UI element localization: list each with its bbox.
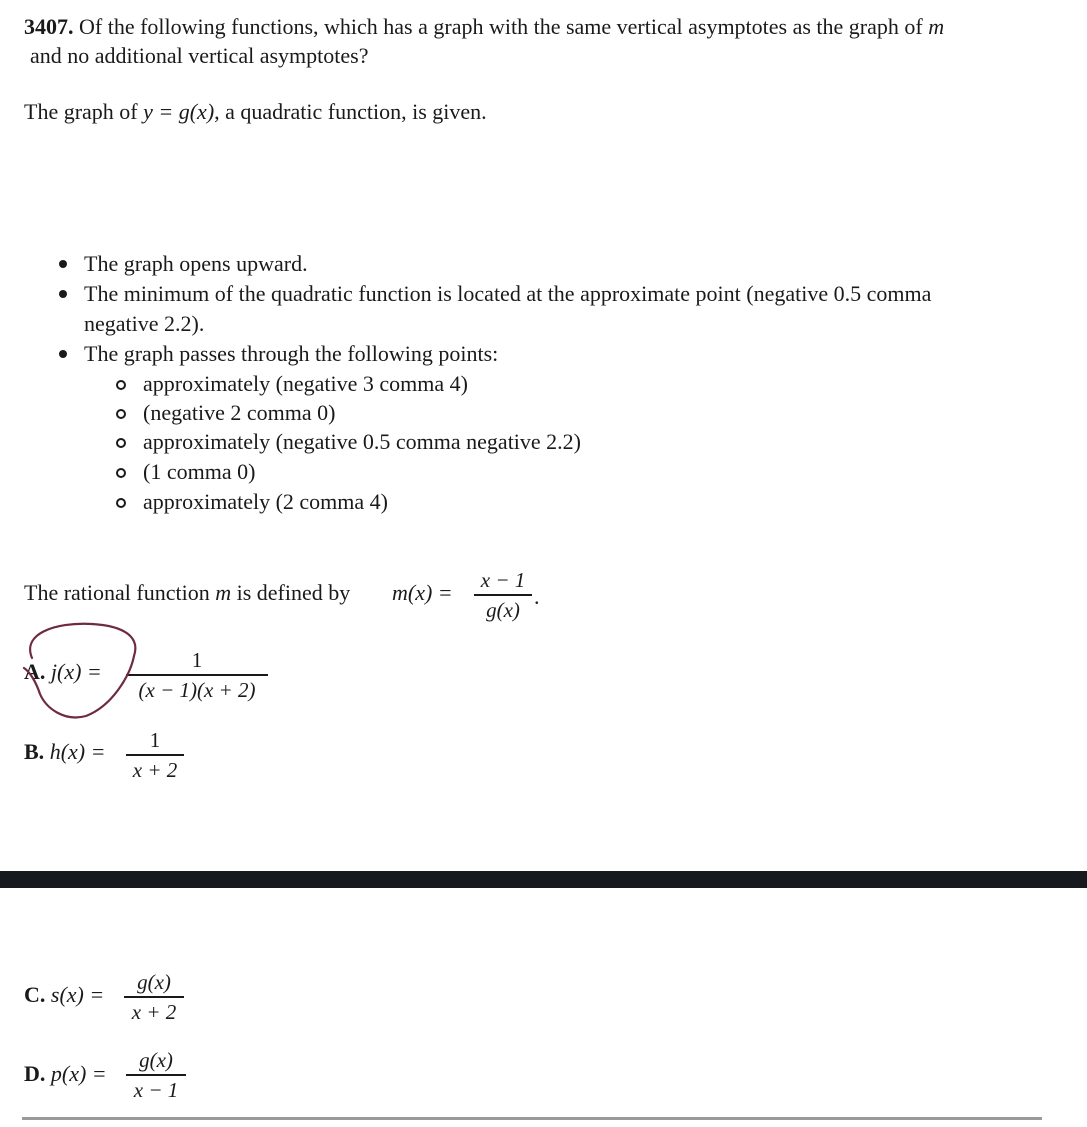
given-statement: The graph of y = g(x), a quadratic function, is given. <box>24 99 487 124</box>
fraction-bar <box>126 1074 186 1076</box>
fraction-numerator: 1 <box>191 648 203 672</box>
point-item: approximately (negative 0.5 comma negative 2.2) <box>143 429 582 454</box>
definition-lhs: m(x) = <box>392 580 453 605</box>
choice-a-fraction <box>126 648 268 702</box>
choice-c[interactable] <box>24 980 104 1010</box>
fraction-numerator: g(x) <box>137 970 171 994</box>
choice-letter: A. <box>24 659 46 684</box>
bottom-rule <box>22 1117 1042 1120</box>
choice-letter: D. <box>24 1061 46 1086</box>
bullet-item-continuation: negative 2.2). <box>84 311 205 336</box>
choice-lhs: s(x) = <box>50 982 105 1007</box>
fraction-denominator: x − 1 <box>133 1077 179 1102</box>
question-number: 3407. <box>24 14 74 39</box>
choice-lhs: j(x) = <box>50 659 102 684</box>
fraction-numerator: x − 1 <box>480 568 526 592</box>
sub-bullet-icon <box>116 498 126 508</box>
question-stem-line1 <box>24 12 944 42</box>
page-divider-bar <box>0 871 1087 888</box>
choice-b[interactable] <box>24 737 105 767</box>
choice-letter: B. <box>24 739 45 764</box>
fraction-bar <box>126 674 268 676</box>
bullet-icon <box>59 260 67 268</box>
bullet-item: The minimum of the quadratic function is located at the approximate point (negative 0.5 comma <box>84 281 932 306</box>
fraction-numerator: g(x) <box>139 1048 173 1072</box>
choice-d-fraction <box>126 1048 186 1102</box>
sub-bullet-icon <box>116 380 126 390</box>
choice-letter: C. <box>24 982 46 1007</box>
bullet-item: The graph opens upward. <box>84 251 308 276</box>
fraction-denominator: (x − 1)(x + 2) <box>138 677 256 702</box>
definition-period: . <box>534 584 540 609</box>
choice-b-fraction <box>126 728 184 782</box>
fraction-bar <box>124 996 184 998</box>
bullet-icon <box>59 350 67 358</box>
definition-fraction <box>474 568 532 622</box>
point-item: (1 comma 0) <box>143 459 256 484</box>
choice-lhs: p(x) = <box>50 1061 107 1086</box>
choice-lhs: h(x) = <box>49 739 106 764</box>
fraction-denominator: x + 2 <box>131 999 177 1024</box>
bullet-item: The graph passes through the following points: <box>84 341 499 366</box>
point-item: approximately (negative 3 comma 4) <box>143 371 468 396</box>
question-stem-line2: and no additional vertical asymptotes? <box>30 43 369 68</box>
choice-c-fraction <box>124 970 184 1024</box>
sub-bullet-icon <box>116 438 126 448</box>
question-var: m <box>928 14 945 39</box>
question-text: Of the following functions, which has a graph with the same vertical asymptotes as the graph of <box>73 14 929 39</box>
fraction-denominator: x + 2 <box>132 757 178 782</box>
definition-text: The rational function m is defined by <box>24 580 351 605</box>
point-item: approximately (2 comma 4) <box>143 489 388 514</box>
point-item: (negative 2 comma 0) <box>143 400 336 425</box>
fraction-numerator: 1 <box>149 728 161 752</box>
sub-bullet-icon <box>116 468 126 478</box>
fraction-bar <box>474 594 532 596</box>
given-equation: y = g(x) <box>143 99 215 124</box>
fraction-bar <box>126 754 184 756</box>
choice-d[interactable] <box>24 1059 107 1089</box>
bullet-icon <box>59 290 67 298</box>
hand-drawn-circle-annotation <box>14 616 144 724</box>
fraction-denominator: g(x) <box>486 597 520 622</box>
sub-bullet-icon <box>116 409 126 419</box>
